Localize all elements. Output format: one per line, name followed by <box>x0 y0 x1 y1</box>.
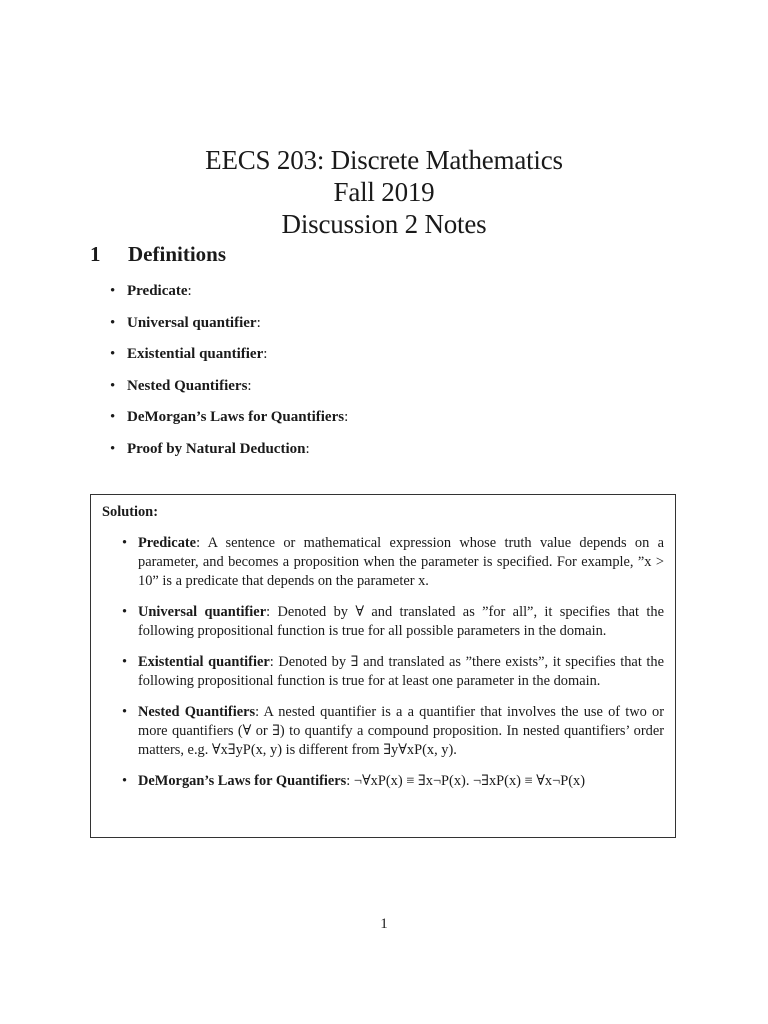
definition-suffix: : <box>344 409 349 425</box>
bullet-icon: • <box>110 314 116 331</box>
solution-term: Existential quantifier <box>138 654 270 670</box>
list-item <box>110 280 670 312</box>
list-item <box>102 603 664 641</box>
bullet-icon: • <box>110 440 116 457</box>
section-heading <box>90 240 226 268</box>
bullet-icon: • <box>122 654 128 670</box>
solution-term: DeMorgan’s Laws for Quantifiers <box>138 773 347 789</box>
list-item <box>110 375 670 407</box>
bullet-icon: • <box>110 283 116 299</box>
solution-term: Nested Quantifiers <box>138 704 256 720</box>
list-item <box>110 343 670 375</box>
list-item <box>110 438 670 470</box>
definitions-list <box>110 280 670 469</box>
bullet-icon: • <box>110 409 116 425</box>
definition-term: Predicate <box>127 283 188 299</box>
list-item <box>110 312 670 344</box>
bullet-icon: • <box>110 346 116 362</box>
solution-text: : ¬∀xP(x) ≡ ∃x¬P(x). ¬∃xP(x) ≡ ∀x¬P(x) <box>346 773 586 789</box>
definition-suffix: : <box>187 283 192 299</box>
bullet-icon: • <box>110 377 116 394</box>
solution-term: Predicate <box>138 535 197 551</box>
solution-box <box>90 494 676 838</box>
definition-term: Nested Quantifiers <box>127 377 248 394</box>
list-item <box>102 772 664 791</box>
definition-term: DeMorgan’s Laws for Quantifiers <box>127 409 345 425</box>
title-course: EECS 203: Discrete Mathematics <box>205 145 563 175</box>
solution-text: : A nested quantifier is a a quantifier that involves the use of two or more quantifiers (∀ or ∃) to quantify a compound proposition. In nested quantifiers’ order matters, e.g. ∀x∃yP(x, y) is different from ∃y∀xP(x, y). <box>138 704 664 758</box>
solution-list <box>102 534 664 791</box>
definition-term: Universal quantifier <box>127 314 257 331</box>
bullet-icon: • <box>122 535 128 551</box>
list-item <box>102 703 664 760</box>
document-title <box>0 144 768 240</box>
bullet-icon: • <box>122 773 128 789</box>
solution-term: Universal quantifier <box>138 604 267 620</box>
definition-suffix: : <box>305 440 310 457</box>
definition-term: Proof by Natural Deduction <box>127 440 306 457</box>
definition-suffix: : <box>256 314 261 331</box>
solution-text: : A sentence or mathematical expression whose truth value depends on a parameter, and becomes a proposition when the parameter is specified. For example, ”x > 10” is a predicate that depends on the parameter x. <box>138 535 664 589</box>
bullet-icon: • <box>122 704 128 720</box>
section-number: 1 <box>90 242 101 266</box>
solution-label: Solution: <box>102 504 158 520</box>
bullet-icon: • <box>122 604 128 620</box>
definition-term: Existential quantifier <box>127 346 264 362</box>
definition-suffix: : <box>247 377 252 394</box>
page-number: 1 <box>380 916 388 932</box>
list-item <box>110 406 670 438</box>
solution-text: : Denoted by ∀ and translated as ”for all”, it specifies that the following propositional function is true for all possible parameters in the domain. <box>138 604 664 639</box>
title-subtitle: Discussion 2 Notes <box>281 209 487 239</box>
list-item <box>102 534 664 591</box>
list-item <box>102 653 664 691</box>
title-term: Fall 2019 <box>333 177 435 207</box>
definition-suffix: : <box>263 346 268 362</box>
section-title: Definitions <box>128 242 227 266</box>
solution-text: : Denoted by ∃ and translated as ”there exists”, it specifies that the following propositional function is true for at least one parameter in the domain. <box>138 654 665 689</box>
